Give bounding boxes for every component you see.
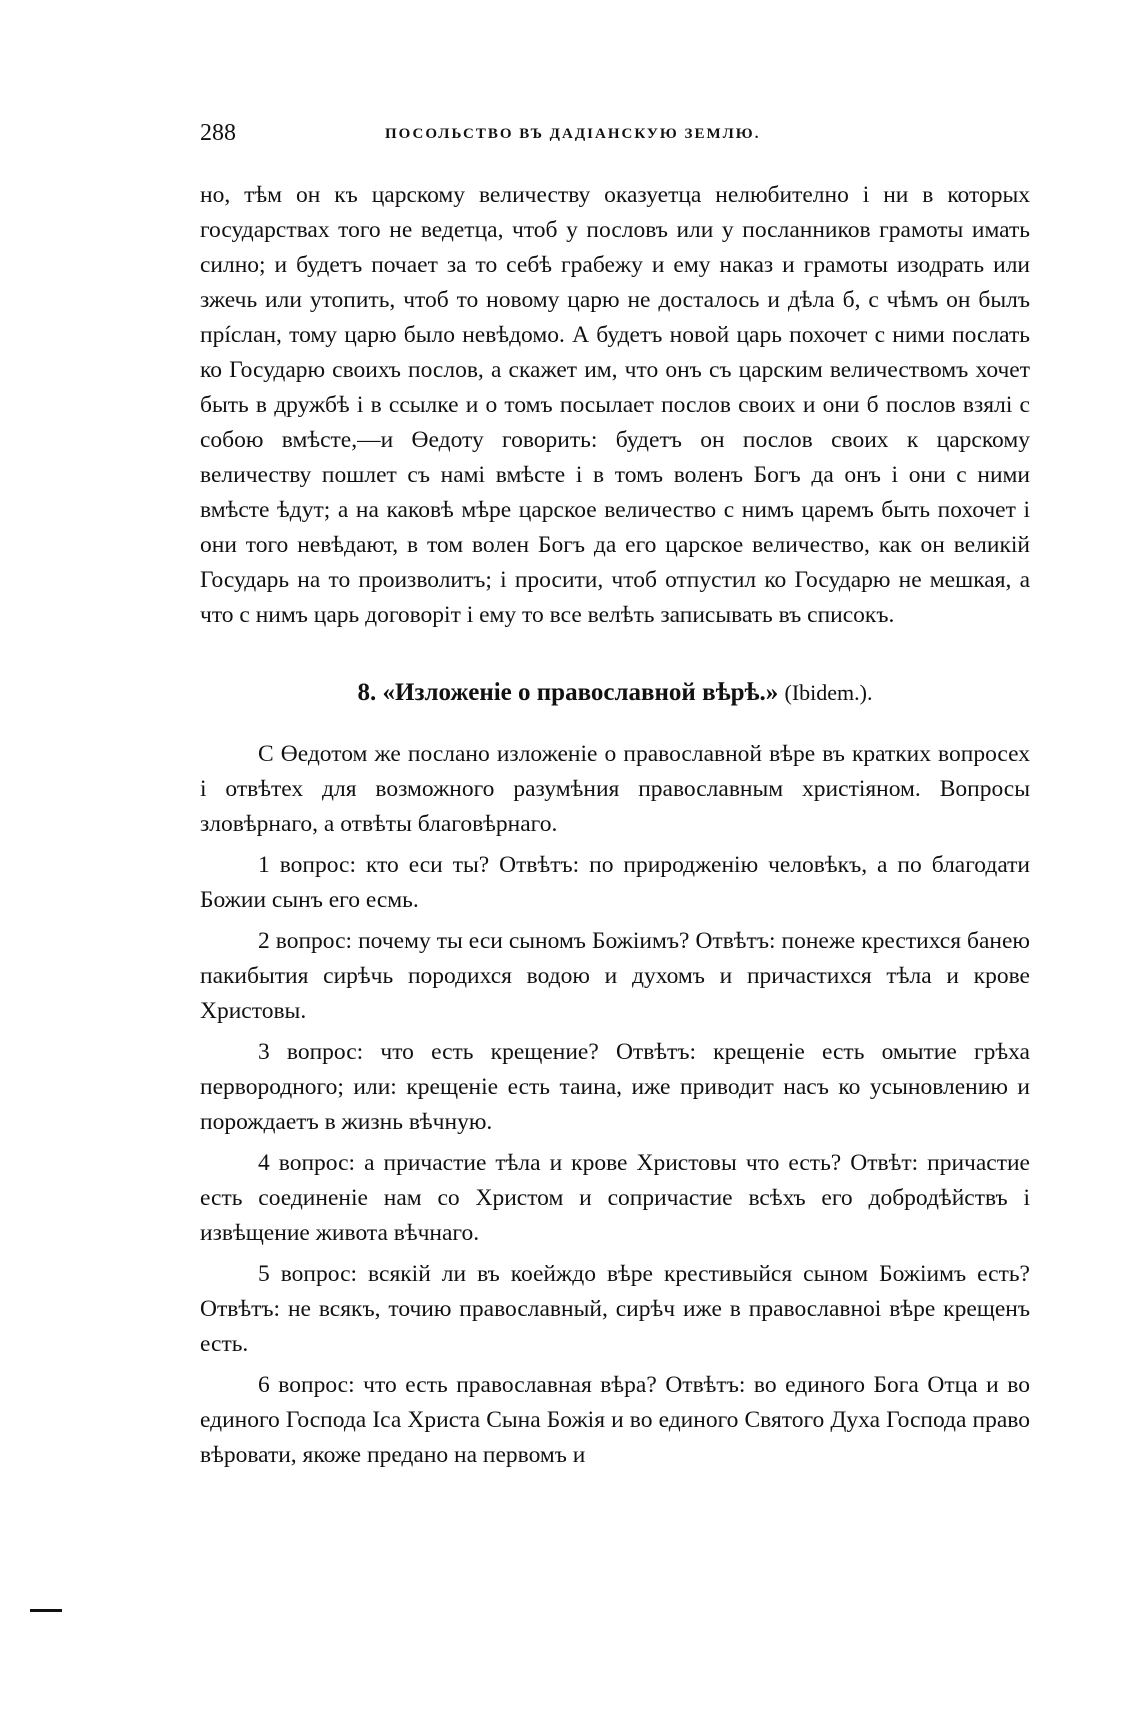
qa-item-5: 5 вопрос: всякій ли въ коейждо вѣре крестивыйся сыном Божіимъ есть? Отвѣтъ: не всякъ, точию православный, сирѣч иже в православноі вѣре крещенъ есть. — [200, 1261, 1030, 1357]
section-number: 8. — [357, 679, 377, 706]
margin-mark — [30, 1609, 62, 1612]
running-head — [200, 120, 1030, 160]
running-title: ПОСОЛЬСТВО ВЪ ДАДІАНСКУЮ ЗЕМЛЮ. — [385, 126, 761, 142]
section-title: «Изложеніе о православной вѣрѣ.» — [382, 679, 779, 706]
section-heading — [200, 675, 1030, 711]
section-source: (Ibidem.). — [784, 680, 873, 705]
book-page — [200, 120, 1030, 1473]
qa-item-4: 4 вопрос: а причастие тѣла и крове Христовы что есть? Отвѣт: причастие есть соединеніе нам со Христом и сопричастие всѣхъ его добродѣйствъ і извѣщение живота вѣчнаго. — [200, 1150, 1030, 1246]
qa-item-3: 3 вопрос: что есть крещение? Отвѣтъ: крещеніе есть омытие грѣха первородного; или: крещеніе есть таина, иже приводит насъ ко усыновлению и порождаетъ в жизнь вѣчную. — [200, 1039, 1030, 1135]
qa-item-6: 6 вопрос: что есть православная вѣра? Отвѣтъ: во единого Бога Отца и во единого Господа Іса Христа Сына Божія и во единого Святого Духа Господа право вѣровати, якоже предано на первомъ и — [200, 1372, 1030, 1468]
page-number: 288 — [200, 120, 236, 146]
qa-item-2: 2 вопрос: почему ты еси сыномъ Божіимъ? Отвѣтъ: понеже крестихся банею пакибытия сирѣчь породихся водою и духомъ и причастихся тѣла и крове Христовы. — [200, 928, 1030, 1024]
body-paragraph: но, тѣм он къ царскому величеству оказуетца нелюбително і ни в которых государствах того не ведетца, чтоб у пословъ или у посланников грамоты имать силно; и будетъ почает за то себѣ грабежу и ему наказ и грамоты изодрать или зжечь или утопить, чтоб то новому царю не досталось и дѣла б, с чѣмъ он былъ прíслан, тому царю было невѣдомо. А будетъ новой царь похочет с ними послать ко Государю своихъ послов, а скажет им, что онъ съ царским величествомъ хочет быть в дружбѣ і в ссылке и о томъ посылает послов своих и они б послов взялі с собою вмѣсте,—и Өедоту говорить: будетъ он послов своих к царскому величеству пошлет съ намі вмѣсте і в томъ воленъ Богъ да онъ і они с ними вмѣсте ѣдут; а на каковѣ мѣре царское величество с нимъ царемъ быть похочет і они того невѣдают, в том волен Богъ да его царское величество, как он великій Государь на то произволитъ; і просити, чтоб отпустил ко Государю не мешкая, а что с нимъ царь договоріт і ему то все велѣть записывать въ списокъ. — [200, 182, 1030, 628]
section-intro: С Өедотом же послано изложеніе о православной вѣре въ кратких вопросех і отвѣтех для возможного разумѣния православным христіяном. Вопросы зловѣрнаго, а отвѣты благовѣрнаго. — [200, 741, 1030, 837]
qa-item-1: 1 вопрос: кто еси ты? Отвѣтъ: по природженію человѣкъ, а по благодати Божии сынъ его есмь. — [200, 852, 1030, 913]
